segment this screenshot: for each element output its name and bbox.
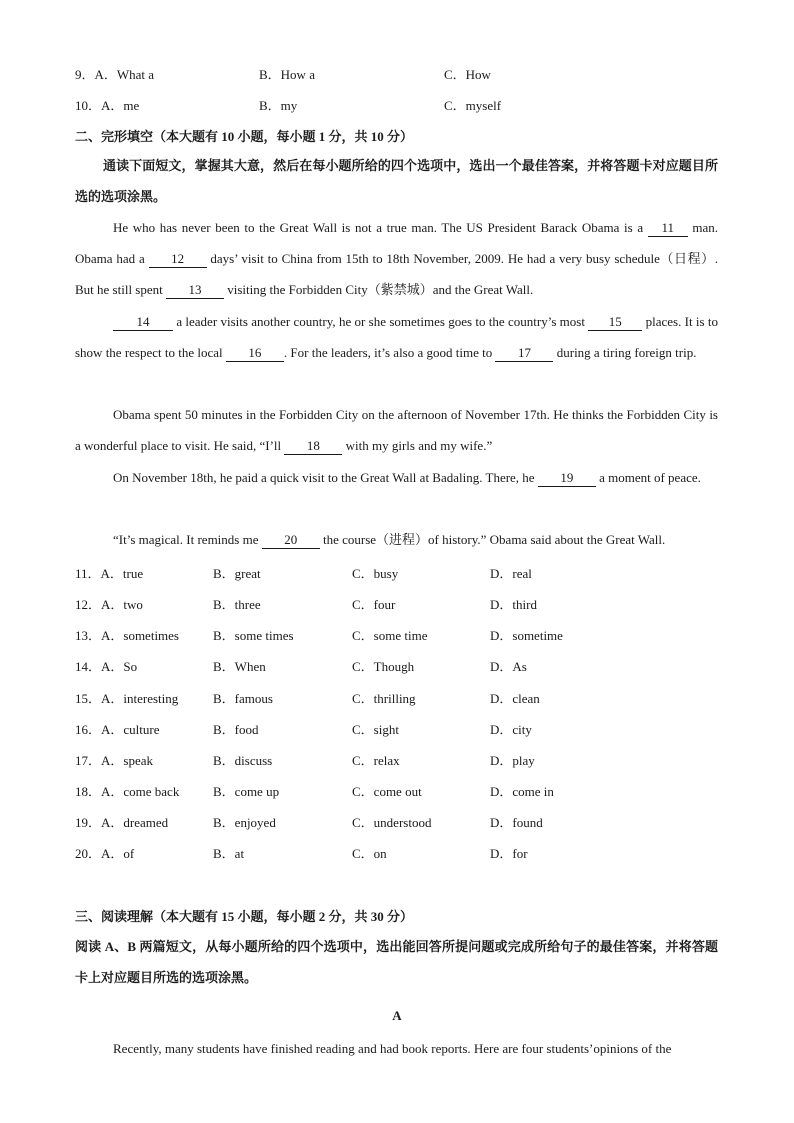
option-a: 13．A．sometimes [75, 628, 179, 643]
option-c: C．myself [444, 98, 502, 113]
option-d: D．play [490, 753, 535, 768]
option-d: D．real [490, 566, 532, 581]
option-c: C．sight [352, 722, 399, 737]
option-b: B．When [213, 659, 266, 674]
option-d: D．found [490, 815, 543, 830]
option-c: C．How [444, 67, 491, 82]
text: He who has never been to the Great Wall is not a true man. The US President Barack Obama is a [113, 220, 648, 235]
text: with my girls and my wife.” [342, 438, 493, 453]
blank-16: 16 [226, 345, 284, 362]
question-14-options [75, 656, 725, 676]
option-b: B．my [259, 98, 298, 113]
option-a: 16．A．culture [75, 722, 160, 737]
passage-paragraph-4 [75, 462, 718, 493]
blank-20: 20 [262, 532, 320, 549]
option-b: B．discuss [213, 753, 273, 768]
blank-11: 11 [648, 220, 688, 237]
section-3-instruction: 阅读 A、B 两篇短文，从每小题所给的四个选项中，选出能回答所提问题或完成所给句子的最佳答案，并将答题卡上对应题目所选的选项涂黑。 [75, 939, 718, 985]
option-d: D．clean [490, 691, 540, 706]
option-a: 15．A．interesting [75, 691, 179, 706]
text: a moment of peace. [595, 470, 701, 485]
text: the course（进程）of history.” Obama said about the Great Wall. [319, 532, 666, 547]
question-20-options [75, 843, 725, 863]
option-b: B．come up [213, 784, 280, 799]
option-c: C．thrilling [352, 691, 416, 706]
passage-paragraph-2 [75, 306, 718, 368]
question-10-options [75, 95, 725, 115]
blank-18: 18 [284, 438, 342, 455]
text: Obama spent 50 minutes in the Forbidden City on the afternoon of November 17th. He thinks the Forbidden City is a wonderful place to visit. He said, “I’ll [75, 407, 718, 453]
blank-12: 12 [149, 251, 207, 268]
option-b: B．famous [213, 691, 273, 706]
question-11-options [75, 563, 725, 583]
question-17-options [75, 750, 725, 770]
option-a: 17．A．speak [75, 753, 153, 768]
blank-15: 15 [588, 314, 642, 331]
section-3-heading: 三、阅读理解（本大题有 15 小题，每小题 2 分，共 30 分） [75, 909, 414, 924]
option-a: 10．A．me [75, 98, 140, 113]
text: days’ visit to China from 15th to 18th November, 2009. He had a very busy schedule（日程）. But he still spent [75, 251, 718, 297]
option-d: D．for [490, 846, 528, 861]
question-19-options [75, 812, 725, 832]
question-18-options [75, 781, 725, 801]
option-a: 12．A．two [75, 597, 143, 612]
option-b: B．enjoyed [213, 815, 276, 830]
text: a leader visits another country, he or she sometimes goes to the country’s most [173, 314, 589, 329]
option-b: B．three [213, 597, 261, 612]
option-a: 18．A．come back [75, 784, 180, 799]
option-d: D．come in [490, 784, 554, 799]
passage-a-paragraph-1: Recently, many students have finished reading and had book reports. Here are four students’opinions of the [113, 1041, 672, 1056]
question-12-options [75, 594, 725, 614]
option-d: D．city [490, 722, 532, 737]
option-c: C．come out [352, 784, 422, 799]
passage-paragraph-3 [75, 399, 718, 461]
text: visiting the Forbidden City（紫禁城）and the Great Wall. [224, 282, 534, 297]
text: during a tiring foreign trip. [553, 345, 697, 360]
text: places. It is to show the respect to the local [75, 314, 718, 360]
text: “It’s magical. It reminds me [113, 532, 262, 547]
passage-title-a: A [392, 1008, 402, 1023]
question-13-options [75, 625, 725, 645]
option-b: B．How a [259, 67, 315, 82]
option-b: B．great [213, 566, 261, 581]
blank-13: 13 [166, 282, 224, 299]
section-2-heading: 二、完形填空（本大题有 10 小题，每小题 1 分，共 10 分） [75, 129, 414, 144]
option-c: C．Though [352, 659, 415, 674]
option-d: D．As [490, 659, 527, 674]
option-b: B．at [213, 846, 245, 861]
option-c: C．relax [352, 753, 400, 768]
option-c: C．on [352, 846, 387, 861]
question-9-options [75, 64, 725, 84]
text: man. Obama had a [75, 220, 718, 266]
option-c: C．busy [352, 566, 399, 581]
option-a: 9．A．What a [75, 67, 155, 82]
option-d: D．third [490, 597, 537, 612]
question-15-options [75, 688, 725, 708]
option-c: C．four [352, 597, 396, 612]
option-b: B．food [213, 722, 259, 737]
option-a: 11．A．true [75, 566, 144, 581]
option-c: C．understood [352, 815, 432, 830]
option-a: 19．A．dreamed [75, 815, 169, 830]
text: On November 18th, he paid a quick visit to the Great Wall at Badaling. There, he [113, 470, 538, 485]
question-16-options [75, 719, 725, 739]
text: . For the leaders, it’s also a good time to [283, 345, 496, 360]
option-a: 20．A．of [75, 846, 135, 861]
option-a: 14．A．So [75, 659, 138, 674]
option-d: D．sometime [490, 628, 563, 643]
passage-paragraph-1 [75, 212, 718, 305]
option-c: C．some time [352, 628, 428, 643]
blank-14: 14 [113, 314, 173, 331]
passage-paragraph-5 [75, 524, 718, 555]
section-2-instruction: 通读下面短文，掌握其大意，然后在每小题所给的四个选项中，选出一个最佳答案，并将答题卡对应题目所选的选项涂黑。 [75, 158, 718, 204]
blank-17: 17 [495, 345, 553, 362]
option-b: B．some times [213, 628, 294, 643]
blank-19: 19 [538, 470, 596, 487]
